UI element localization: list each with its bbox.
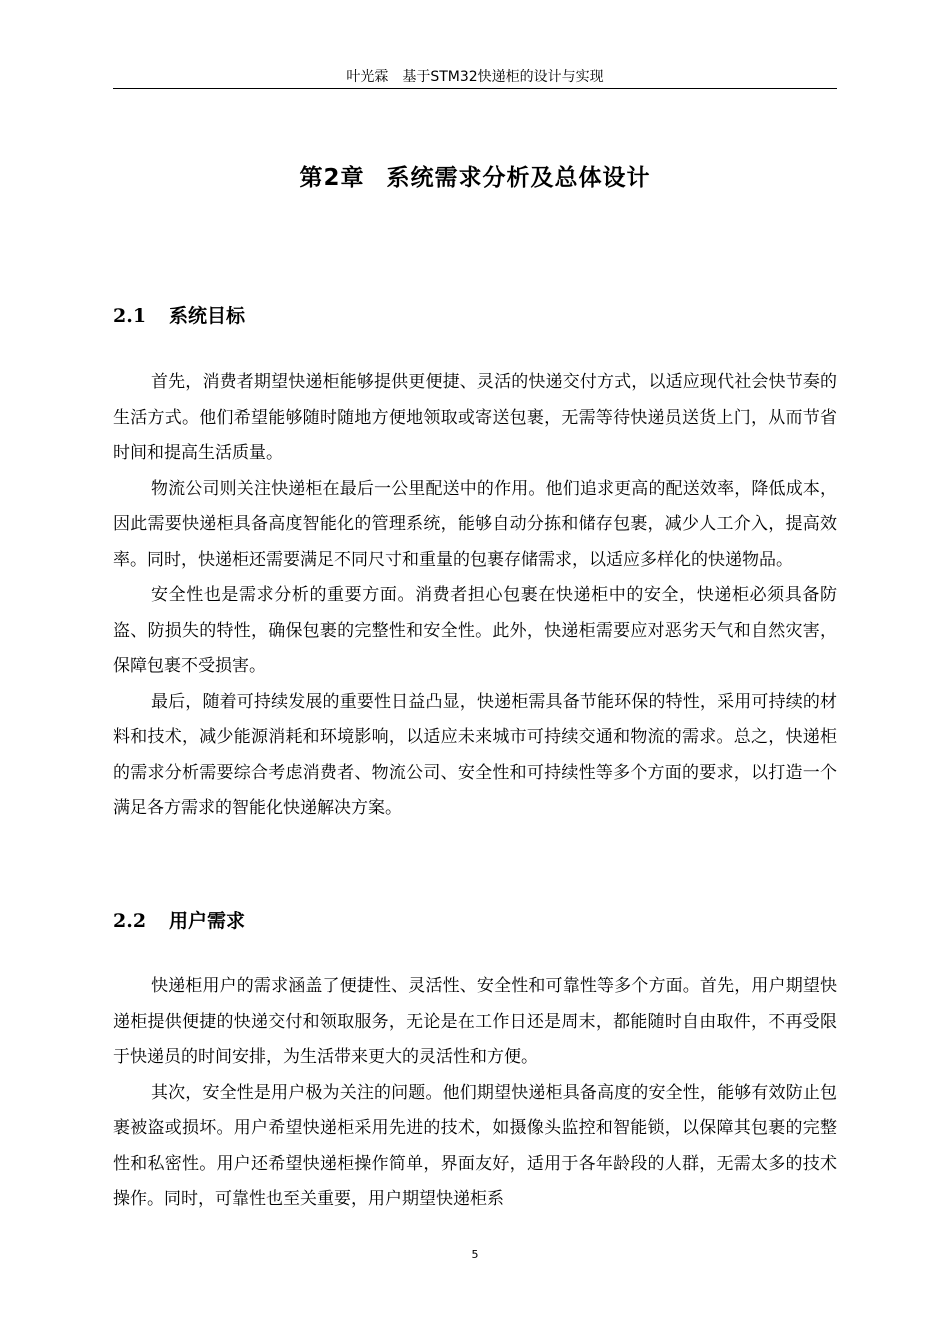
section-title: 系统目标	[169, 305, 246, 327]
section-heading-2-1	[113, 301, 837, 331]
section-number: 2.1	[113, 305, 147, 327]
section-heading-2-2	[113, 906, 837, 936]
chapter-title	[113, 160, 837, 196]
paragraph: 最后，随着可持续发展的重要性日益凸显，快递柜需具备节能环保的特性，采用可持续的材料和技术，减少能源消耗和环境影响，以适应未来城市可持续交通和物流的需求。总之，快递柜的需求分析需要综合考虑消费者、物流公司、安全性和可持续性等多个方面的要求，以打造一个满足各方需求的智能化快递解决方案。	[113, 691, 837, 818]
running-header-text: 叶光霖 基于STM32快递柜的设计与实现	[346, 69, 604, 85]
paragraph: 首先，消费者期望快递柜能够提供更便捷、灵活的快递交付方式，以适应现代社会快节奏的生活方式。他们希望能够随时随地方便地领取或寄送包裹，无需等待快递员送货上门，从而节省时间和提高生活质量。	[113, 372, 837, 463]
section-body-2-2	[113, 969, 837, 1218]
section-body-2-1	[113, 365, 837, 827]
chapter-title-text: 系统需求分析及总体设计	[386, 165, 651, 191]
paragraph: 物流公司则关注快递柜在最后一公里配送中的作用。他们追求更高的配送效率，降低成本，因此需要快递柜具备高度智能化的管理系统，能够自动分拣和储存包裹，减少人工介入，提高效率。同时，快递柜还需要满足不同尺寸和重量的包裹存储需求，以适应多样化的快递物品。	[113, 478, 837, 570]
paragraph: 其次，安全性是用户极为关注的问题。他们期望快递柜具备高度的安全性，能够有效防止包裹被盗或损坏。用户希望快递柜采用先进的技术，如摄像头监控和智能锁，以保障其包裹的完整性和私密性。用户还希望快递柜操作简单，界面友好，适用于各年龄段的人群，无需太多的技术操作。同时，可靠性也至关重要，用户期望快递柜系	[113, 1082, 837, 1209]
section-title: 用户需求	[169, 910, 246, 932]
chapter-number: 第2章	[299, 165, 365, 191]
running-header	[113, 66, 837, 89]
section-number: 2.2	[113, 910, 147, 932]
page-number: 5	[471, 1248, 479, 1261]
paragraph: 快递柜用户的需求涵盖了便捷性、灵活性、安全性和可靠性等多个方面。首先，用户期望快递柜提供便捷的快递交付和领取服务，无论是在工作日还是周末，都能随时自由取件，不再受限于快递员的时间安排，为生活带来更大的灵活性和方便。	[113, 976, 837, 1067]
paragraph: 安全性也是需求分析的重要方面。消费者担心包裹在快递柜中的安全，快递柜必须具备防盗、防损失的特性，确保包裹的完整性和安全性。此外，快递柜需要应对恶劣天气和自然灾害，保障包裹不受损害。	[113, 585, 837, 676]
